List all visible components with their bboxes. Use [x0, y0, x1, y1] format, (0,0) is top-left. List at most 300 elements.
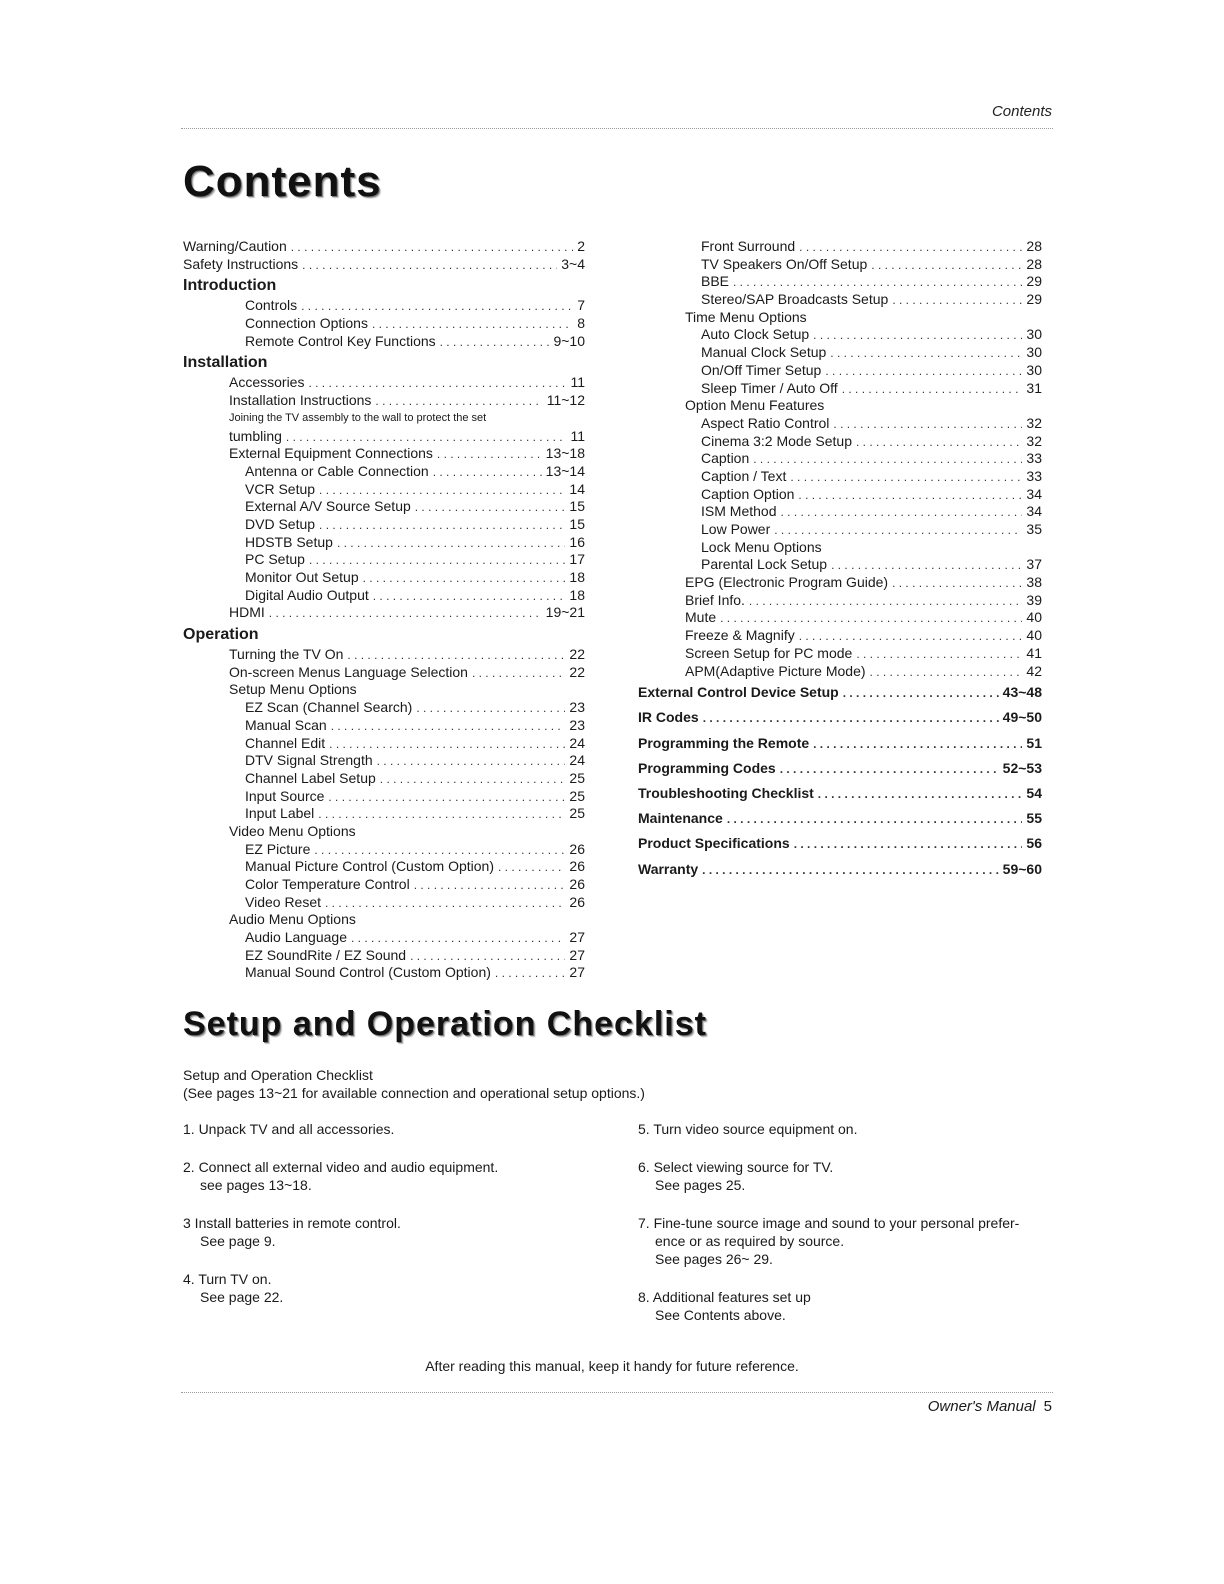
toc-entry-page: 40	[1026, 627, 1042, 644]
toc-entry-title: IR Codes	[638, 709, 699, 726]
dot-leader	[286, 429, 567, 447]
checklist-step-reference: See pages 25.	[655, 1177, 746, 1193]
toc-entry-title: APM(Adaptive Picture Mode)	[685, 662, 866, 679]
footer-note: After reading this manual, keep it handy for future reference.	[425, 1358, 799, 1374]
toc-section-heading: Introduction	[183, 277, 277, 295]
toc-entry-page: 19~21	[545, 604, 585, 621]
toc-entry	[183, 858, 585, 876]
toc-left-column	[183, 238, 585, 982]
toc-entry-page: 39	[1026, 591, 1042, 608]
checklist-step-text: 6. Select viewing source for TV.	[638, 1159, 834, 1175]
checklist-title: Setup and Operation Checklist	[183, 1005, 707, 1043]
toc-section-heading: Operation	[183, 626, 259, 644]
toc-entry-page: 26	[569, 893, 585, 910]
checklist-step-reference: ence or as required by source.	[655, 1233, 845, 1249]
toc-entry-page: 11~12	[546, 392, 585, 409]
toc-entry	[183, 841, 585, 859]
toc-entry-title: On-screen Menus Language Selection	[229, 663, 468, 680]
toc-entry	[638, 680, 1042, 705]
toc-entry	[638, 415, 1042, 433]
dot-leader	[774, 522, 1022, 540]
toc-entry	[638, 397, 1042, 415]
toc-entry-page: 43~48	[1002, 684, 1042, 701]
toc-entry	[638, 627, 1042, 645]
toc-entry-title: PC Setup	[245, 551, 305, 568]
toc-entry	[183, 392, 585, 410]
dot-leader	[318, 806, 565, 824]
toc-entry	[638, 380, 1042, 398]
toc-entry	[183, 445, 585, 463]
checklist-step-text: 3 Install batteries in remote control.	[183, 1215, 401, 1231]
dot-leader	[733, 274, 1022, 292]
dot-leader	[351, 930, 565, 948]
dot-leader	[813, 732, 1022, 757]
dot-leader	[871, 257, 1022, 275]
toc-entry-title: Setup Menu Options	[229, 681, 357, 698]
dot-leader	[495, 965, 566, 983]
toc-entry-title: Video Menu Options	[229, 822, 356, 839]
toc-entry-page: 26	[569, 858, 585, 875]
toc-entry	[638, 857, 1042, 882]
toc-entry-page: 23	[569, 716, 585, 733]
toc-entry	[183, 752, 585, 770]
contents-title: Contents	[183, 157, 382, 206]
toc-entry	[183, 534, 585, 552]
toc-entry-title: External Equipment Connections	[229, 445, 433, 462]
toc-entry	[183, 929, 585, 947]
toc-entry-title: Safety Instructions	[183, 255, 299, 272]
toc-entry-title: Channel Label Setup	[245, 769, 376, 786]
toc-entry-page: 32	[1026, 414, 1042, 431]
dot-leader	[291, 239, 573, 257]
toc-entry	[183, 428, 585, 446]
toc-entry	[183, 788, 585, 806]
toc-entry-title: Screen Setup for PC mode	[685, 644, 853, 661]
dot-leader	[308, 375, 566, 393]
dot-leader	[410, 948, 565, 966]
toc-entry	[183, 238, 585, 256]
dot-leader	[314, 842, 565, 860]
checklist-step	[183, 1270, 603, 1306]
toc-entry-title: Color Temperature Control	[245, 876, 410, 892]
toc-entry-title: HDSTB Setup	[245, 533, 333, 550]
toc-entry-title: Time Menu Options	[685, 308, 807, 325]
dot-leader	[703, 706, 999, 731]
toc-entry-page: 13~18	[545, 445, 585, 462]
dot-leader	[416, 700, 565, 718]
toc-entry	[183, 256, 585, 274]
toc-entry-title: Parental Lock Setup	[701, 556, 828, 573]
toc-entry	[183, 681, 585, 699]
dot-leader	[329, 736, 565, 754]
toc-entry-page: 16	[569, 533, 585, 550]
toc-entry-page: 24	[569, 752, 585, 769]
toc-entry	[183, 911, 585, 929]
toc-entry-title: Controls	[245, 297, 298, 314]
toc-entry	[183, 315, 585, 333]
toc-entry	[638, 486, 1042, 504]
toc-entry	[638, 503, 1042, 521]
toc-entry	[638, 326, 1042, 344]
toc-entry-page: 30	[1026, 344, 1042, 361]
toc-entry-page: 27	[569, 929, 585, 946]
toc-entry	[183, 297, 585, 315]
toc-entry-title: External Control Device Setup	[638, 684, 839, 701]
toc-entry	[183, 498, 585, 516]
checklist-step	[638, 1158, 1058, 1194]
dot-leader	[831, 557, 1022, 575]
toc-entry-page: 18	[569, 586, 585, 603]
toc-entry-page: 9~10	[553, 332, 585, 349]
toc-entry-title: Troubleshooting Checklist	[638, 784, 814, 801]
dot-leader	[328, 789, 565, 807]
checklist-intro	[183, 1066, 645, 1102]
toc-entry	[638, 521, 1042, 539]
toc-entry	[638, 238, 1042, 256]
toc-entry	[638, 705, 1042, 730]
dot-leader	[437, 446, 542, 464]
footer-rule	[181, 1392, 1053, 1393]
dot-leader	[892, 292, 1022, 310]
toc-entry-title: External A/V Source Setup	[245, 498, 411, 515]
toc-entry	[183, 699, 585, 717]
checklist-step	[183, 1120, 603, 1138]
toc-entry-page: 41	[1026, 644, 1042, 661]
toc-entry-page: 33	[1026, 467, 1042, 484]
toc-entry	[638, 309, 1042, 327]
checklist-step-text: 2. Connect all external video and audio equipment.	[183, 1159, 499, 1175]
toc-entry-page: 7	[577, 297, 585, 314]
toc-entry-title: Caption	[701, 450, 750, 467]
toc-entry-title: Lock Menu Options	[701, 538, 822, 555]
toc-entry	[638, 468, 1042, 486]
toc-entry	[183, 876, 585, 894]
toc-entry	[638, 663, 1042, 681]
dot-leader	[892, 575, 1022, 593]
toc-entry-title: Digital Audio Output	[245, 586, 369, 603]
dot-leader	[825, 363, 1022, 381]
toc-entry-title: Aspect Ratio Control	[701, 414, 830, 431]
toc-entry	[183, 569, 585, 587]
dot-leader	[870, 664, 1023, 682]
toc-entry-title: BBE	[701, 273, 730, 290]
toc-entry	[183, 770, 585, 788]
toc-entry-page: 34	[1026, 485, 1042, 502]
dot-leader	[331, 718, 566, 736]
dot-leader	[753, 451, 1022, 469]
toc-entry	[183, 894, 585, 912]
toc-entry-page: 27	[569, 946, 585, 963]
toc-entry-page: 24	[569, 734, 585, 751]
toc-entry	[183, 805, 585, 823]
checklist-step-reference: See page 22.	[200, 1289, 284, 1305]
toc-entry-title: Sleep Timer / Auto Off	[701, 379, 838, 396]
toc-entry-page: 33	[1026, 450, 1042, 467]
dot-leader	[818, 782, 1023, 807]
toc-entry-title: HDMI	[229, 604, 265, 621]
dot-leader	[798, 487, 1022, 505]
toc-entry-page: 14	[569, 480, 585, 497]
dot-leader	[301, 298, 573, 316]
toc-entry-title: ISM Method	[701, 503, 777, 520]
toc-entry-page: 40	[1026, 609, 1042, 626]
toc-entry-title: EZ SoundRite / EZ Sound	[245, 946, 407, 963]
toc-entry-title: Auto Clock Setup	[701, 326, 810, 343]
toc-entry-title: Programming Codes	[638, 759, 776, 776]
checklist-step	[183, 1214, 603, 1250]
dot-leader	[720, 610, 1022, 628]
toc-entry-title: Warning/Caution	[183, 238, 287, 254]
dot-leader	[472, 665, 565, 683]
toc-entry-page: 28	[1026, 238, 1042, 254]
toc-entry-title: Maintenance	[638, 810, 723, 827]
dot-leader	[702, 858, 999, 883]
toc-entry	[183, 664, 585, 682]
toc-entry	[183, 964, 585, 982]
dot-leader	[380, 771, 566, 789]
dot-leader	[842, 381, 1023, 399]
dot-leader	[856, 434, 1022, 452]
toc-entry	[183, 481, 585, 499]
toc-entry-page: 37	[1026, 556, 1042, 573]
toc-entry-page: 31	[1026, 379, 1042, 396]
dot-leader	[799, 239, 1022, 257]
toc-entry-title: Turning the TV On	[229, 646, 344, 663]
checklist-step	[638, 1288, 1058, 1324]
toc-entry	[183, 551, 585, 569]
dot-leader	[375, 393, 542, 411]
toc-entry-page: 28	[1026, 255, 1042, 272]
toc-entry-page: 42	[1026, 662, 1042, 679]
toc-entry	[638, 291, 1042, 309]
toc-entry-title: Front Surround	[701, 238, 796, 254]
checklist-step-reference: See page 9.	[200, 1233, 276, 1249]
toc-entry-page: 56	[1026, 835, 1042, 852]
toc-entry-title: Low Power	[701, 521, 771, 537]
checklist-step-text: 4. Turn TV on.	[183, 1271, 272, 1287]
toc-entry-title: Connection Options	[245, 315, 368, 332]
toc-entry	[183, 333, 585, 351]
toc-entry-title: EZ Picture	[245, 840, 311, 857]
dot-leader	[363, 570, 566, 588]
toc-entry-page: 26	[569, 840, 585, 857]
dot-leader	[790, 469, 1022, 487]
dot-leader	[319, 517, 565, 535]
checklist-step	[638, 1120, 1058, 1138]
toc-entry	[638, 539, 1042, 557]
toc-entry	[638, 273, 1042, 291]
toc-entry-title: Cinema 3:2 Mode Setup	[701, 432, 852, 449]
toc-entry-page: 15	[569, 498, 585, 515]
dot-leader	[319, 482, 565, 500]
checklist-intro-title: Setup and Operation Checklist	[183, 1067, 373, 1083]
toc-entry-title: tumbling	[229, 427, 282, 444]
toc-entry-title: Remote Control Key Functions	[245, 332, 436, 349]
dot-leader	[325, 895, 565, 913]
checklist-step-reference: See pages 26~ 29.	[655, 1251, 773, 1267]
toc-entry-page: 29	[1026, 273, 1042, 290]
toc-entry-page: 34	[1026, 503, 1042, 520]
toc-entry	[183, 604, 585, 622]
dot-leader	[372, 316, 573, 334]
toc-entry	[183, 516, 585, 534]
dot-leader	[794, 832, 1023, 857]
toc-entry-page: 13~14	[545, 462, 585, 479]
dot-leader	[833, 416, 1022, 434]
toc-entry	[183, 717, 585, 735]
toc-entry-page: 22	[569, 646, 585, 663]
toc-entry-title: Warranty	[638, 860, 699, 877]
dot-leader	[813, 327, 1022, 345]
toc-entry-title: Accessories	[229, 374, 305, 391]
toc-entry-page: 23	[569, 699, 585, 716]
toc-entry-page: 35	[1026, 521, 1042, 537]
toc-note: Joining the TV assembly to the wall to protect the set	[229, 411, 487, 424]
manual-label: Owner's Manual	[927, 1398, 1036, 1415]
toc-entry-title: Monitor Out Setup	[245, 569, 359, 585]
toc-entry-title: Video Reset	[245, 893, 322, 910]
toc-entry-page: 22	[569, 663, 585, 680]
toc-entry-page: 30	[1026, 326, 1042, 343]
toc-entry-title: Antenna or Cable Connection	[245, 462, 429, 479]
dot-leader	[337, 535, 565, 553]
dot-leader	[309, 552, 565, 570]
dot-leader	[830, 345, 1022, 363]
toc-entry-title: Input Source	[245, 787, 325, 804]
dot-leader	[498, 859, 565, 877]
toc-entry-title: EZ Scan (Channel Search)	[245, 699, 413, 716]
toc-entry	[183, 646, 585, 664]
toc-entry-page: 52~53	[1002, 759, 1042, 776]
toc-entry-page: 27	[569, 964, 585, 981]
toc-entry-title: EPG (Electronic Program Guide)	[685, 574, 889, 591]
dot-leader	[727, 807, 1023, 832]
header-rule	[181, 128, 1053, 129]
toc-entry-page: 17	[569, 551, 585, 568]
toc-entry	[183, 587, 585, 605]
toc-entry-page: 59~60	[1002, 860, 1042, 877]
toc-entry-title: Installation Instructions	[229, 392, 372, 409]
dot-leader	[377, 753, 566, 771]
toc-section-heading: Installation	[183, 354, 268, 372]
toc-entry	[638, 781, 1042, 806]
page-number: 5	[1043, 1398, 1052, 1415]
toc-entry-page: 15	[569, 515, 585, 532]
toc-entry	[638, 645, 1042, 663]
toc-entry	[638, 574, 1042, 592]
toc-entry-title: Manual Picture Control (Custom Option)	[245, 858, 494, 875]
dot-leader	[269, 605, 542, 623]
checklist-step	[638, 1214, 1058, 1268]
toc-entry-title: Programming the Remote	[638, 734, 810, 751]
toc-entry-title: VCR Setup	[245, 480, 316, 497]
toc-entry-title: TV Speakers On/Off Setup	[701, 255, 868, 272]
toc-entry	[183, 823, 585, 841]
checklist-step	[183, 1158, 603, 1194]
toc-entry	[638, 609, 1042, 627]
toc-entry	[638, 831, 1042, 856]
toc-entry-title: Audio Language	[245, 929, 347, 946]
checklist-step-text: 5. Turn video source equipment on.	[638, 1121, 858, 1137]
toc-entry-page: 30	[1026, 361, 1042, 378]
toc-entry-page: 11	[570, 374, 585, 391]
toc-entry-page: 49~50	[1002, 709, 1042, 726]
dot-leader	[780, 757, 999, 782]
checklist-step-reference: See Contents above.	[655, 1307, 786, 1323]
dot-leader	[302, 257, 557, 275]
page-footer	[928, 1398, 1052, 1415]
toc-entry	[183, 735, 585, 753]
toc-entry-title: Manual Sound Control (Custom Option)	[245, 964, 491, 981]
toc-entry-page: 11	[570, 427, 585, 444]
checklist-step-text: 7. Fine-tune source image and sound to your personal prefer-	[638, 1215, 1020, 1231]
dot-leader	[415, 499, 566, 517]
toc-entry-title: Audio Menu Options	[229, 911, 356, 928]
toc-entry-title: On/Off Timer Setup	[701, 361, 822, 378]
toc-entry-page: 25	[569, 787, 585, 804]
toc-entry-page: 54	[1026, 784, 1042, 801]
toc-entry-title: Mute	[685, 609, 717, 626]
toc-entry	[183, 463, 585, 481]
toc-entry-page: 18	[569, 569, 585, 585]
dot-leader	[749, 593, 1023, 611]
dot-leader	[433, 464, 542, 482]
checklist-step-text: 8. Additional features set up	[638, 1289, 811, 1305]
toc-entry-page: 29	[1026, 291, 1042, 308]
toc-entry-title: Input Label	[245, 805, 315, 822]
toc-entry	[638, 806, 1042, 831]
toc-entry-page: 26	[569, 876, 585, 892]
toc-entry-title: Brief Info.	[685, 591, 745, 608]
toc-entry	[638, 756, 1042, 781]
toc-entry	[638, 433, 1042, 451]
toc-entry	[638, 731, 1042, 756]
toc-entry-page: 8	[577, 315, 585, 332]
toc-entry-page: 32	[1026, 432, 1042, 449]
toc-entry	[638, 592, 1042, 610]
dot-leader	[347, 647, 565, 665]
toc-entry-title: Option Menu Features	[685, 397, 825, 414]
toc-entry-title: Caption Option	[701, 485, 795, 502]
checklist-steps-right	[638, 1120, 1058, 1344]
dot-leader	[799, 628, 1023, 646]
toc-entry-title: DVD Setup	[245, 515, 316, 532]
toc-entry-page: 25	[569, 769, 585, 786]
toc-entry-title: Freeze & Magnify	[685, 627, 795, 644]
toc-entry-title: Channel Edit	[245, 734, 326, 751]
toc-entry	[638, 556, 1042, 574]
toc-entry-page: 3~4	[561, 255, 585, 272]
toc-entry-page: 55	[1026, 810, 1042, 827]
toc-entry-page: 51	[1026, 734, 1042, 751]
toc-entry-title: Manual Clock Setup	[701, 344, 827, 361]
dot-leader	[843, 681, 999, 706]
checklist-step-reference: see pages 13~18.	[200, 1177, 312, 1193]
toc-entry-title: Manual Scan	[245, 716, 327, 733]
toc-entry-title: Stereo/SAP Broadcasts Setup	[701, 291, 889, 308]
dot-leader	[440, 334, 550, 352]
toc-entry	[638, 256, 1042, 274]
toc-entry	[183, 374, 585, 392]
running-header: Contents	[991, 103, 1052, 120]
toc-entry-title: DTV Signal Strength	[245, 752, 373, 769]
toc-entry-title: Product Specifications	[638, 835, 790, 852]
toc-entry	[638, 362, 1042, 380]
toc-entry-page: 38	[1026, 574, 1042, 591]
toc-entry-page: 25	[569, 805, 585, 822]
dot-leader	[856, 646, 1022, 664]
toc-entry-page: 2	[577, 238, 585, 254]
